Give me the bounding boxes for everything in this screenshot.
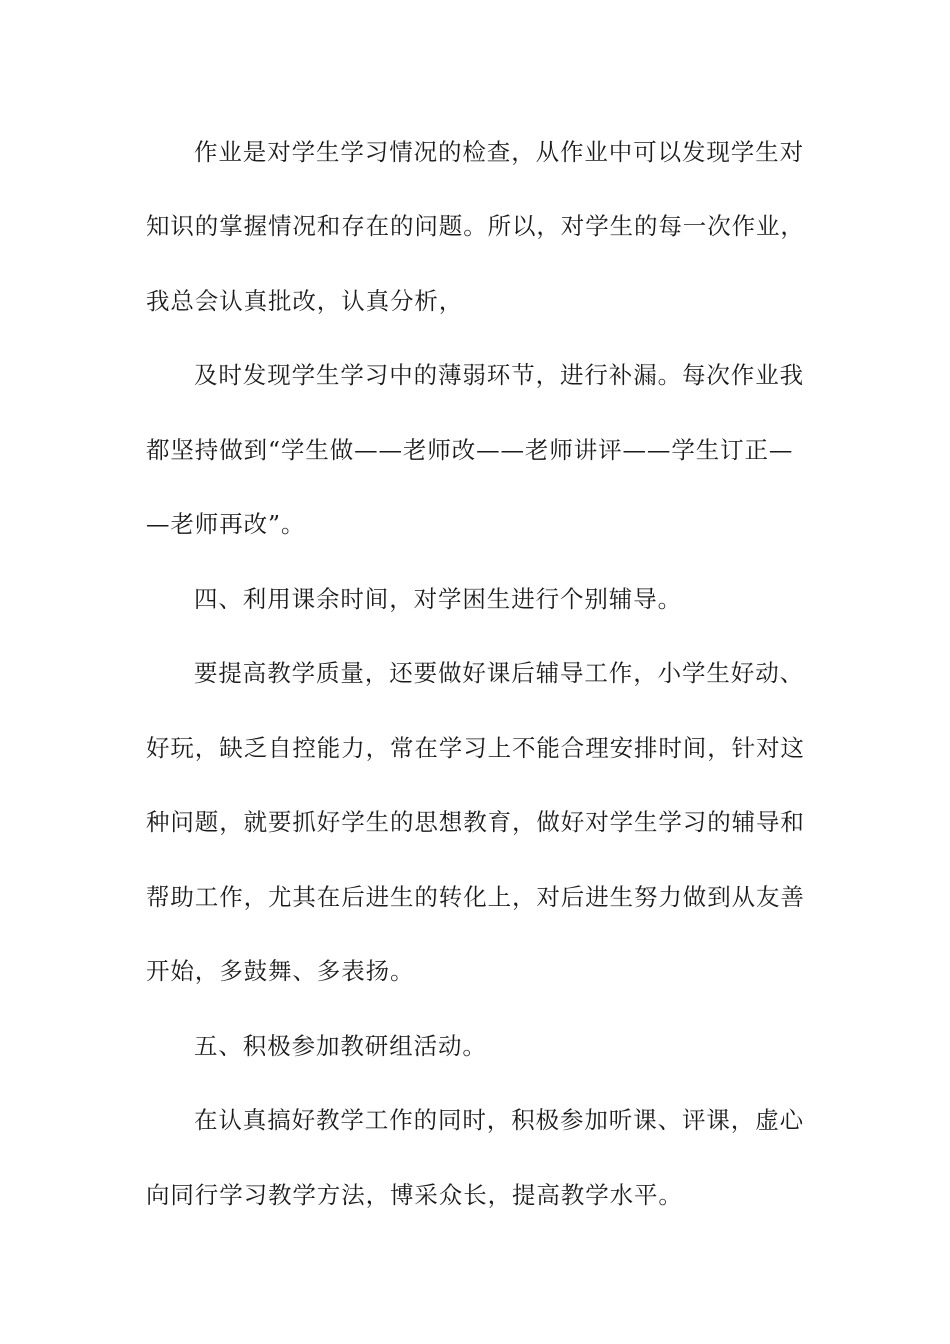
text-line: 开始，多鼓舞、多表扬。 [146, 957, 415, 985]
section-heading: 四、利用课余时间，对学困生进行个别辅导。 [194, 585, 682, 613]
text-line: 知识的掌握情况和存在的问题。所以，对学生的每一次作业， [146, 212, 805, 240]
text-line: 好玩，缺乏自控能力，常在学习上不能合理安排时间，针对这 [146, 734, 805, 762]
text-line: 要提高教学质量，还要做好课后辅导工作，小学生好动、 [194, 659, 804, 687]
section-heading: 五、积极参加教研组活动。 [194, 1032, 487, 1060]
text-line: 向同行学习教学方法，博采众长，提高教学水平。 [146, 1181, 683, 1209]
text-line: 都坚持做到“学生做——老师改——老师讲评——学生订正— [146, 436, 794, 464]
text-line: 作业是对学生学习情况的检查，从作业中可以发现学生对 [194, 138, 804, 166]
text-line: 我总会认真批改，认真分析， [146, 287, 464, 315]
text-line: —老师再改”。 [146, 510, 306, 538]
text-line: 种问题，就要抓好学生的思想教育，做好对学生学习的辅导和 [146, 808, 805, 836]
text-line: 帮助工作，尤其在后进生的转化上，对后进生努力做到从友善 [146, 883, 805, 911]
text-line: 在认真搞好教学工作的同时，积极参加听课、评课，虚心 [194, 1106, 804, 1134]
text-line: 及时发现学生学习中的薄弱环节，进行补漏。每次作业我 [194, 361, 804, 389]
